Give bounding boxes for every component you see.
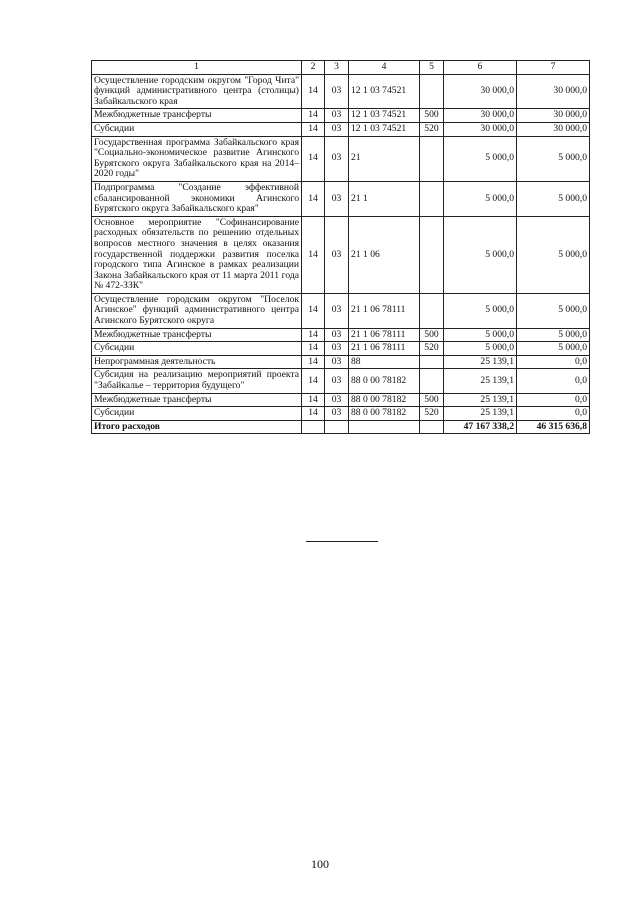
table-row (92, 342, 590, 356)
row-subsection: 03 (325, 393, 349, 407)
row-sum-col6: 5 000,0 (444, 328, 517, 342)
row-sum-col7: 5 000,0 (517, 136, 590, 181)
row-section: 14 (302, 136, 325, 181)
row-name: Межбюджетные трансферты (92, 328, 302, 342)
row-name: Субсидия на реализацию мероприятий проекта "Забайкалье – территория будущего" (92, 369, 302, 393)
row-name: Подпрограмма "Создание эффективной сбалансированной экономики Агинского Бурятского округа Забайкальского края" (92, 181, 302, 216)
total-empty-cell (420, 420, 444, 434)
row-sum-col6: 5 000,0 (444, 181, 517, 216)
table-row (92, 136, 590, 181)
header-col-7: 7 (517, 61, 590, 75)
row-subsection: 03 (325, 109, 349, 123)
row-sum-col7: 5 000,0 (517, 216, 590, 293)
table-row (92, 407, 590, 421)
row-subsection: 03 (325, 407, 349, 421)
row-sum-col7: 0,0 (517, 369, 590, 393)
total-empty-cell (302, 420, 325, 434)
row-section: 14 (302, 216, 325, 293)
row-sum-col7: 5 000,0 (517, 293, 590, 328)
budget-table (91, 60, 590, 434)
row-subsection: 03 (325, 136, 349, 181)
total-sum-col7: 46 315 636,8 (517, 420, 590, 434)
row-subsection: 03 (325, 181, 349, 216)
row-sum-col6: 5 000,0 (444, 293, 517, 328)
total-empty-cell (325, 420, 349, 434)
table-row (92, 109, 590, 123)
row-sum-col6: 25 139,1 (444, 369, 517, 393)
table-row (92, 393, 590, 407)
row-sum-col7: 0,0 (517, 407, 590, 421)
row-section: 14 (302, 74, 325, 109)
row-target-article: 12 1 03 74521 (349, 122, 420, 136)
row-sum-col6: 25 139,1 (444, 355, 517, 369)
header-row (92, 61, 590, 75)
header-col-3: 3 (325, 61, 349, 75)
table-row (92, 181, 590, 216)
row-section: 14 (302, 407, 325, 421)
table-row (92, 369, 590, 393)
row-sum-col6: 5 000,0 (444, 216, 517, 293)
row-name: Государственная программа Забайкальского края "Социально-экономическое развитие Агинского Бурятского округа Забайкальского края на 2014–2020 годы" (92, 136, 302, 181)
row-expense-type: 500 (420, 109, 444, 123)
page-number: 100 (311, 857, 329, 871)
row-sum-col7: 0,0 (517, 355, 590, 369)
row-target-article: 88 (349, 355, 420, 369)
row-sum-col6: 30 000,0 (444, 122, 517, 136)
row-target-article: 21 (349, 136, 420, 181)
table-row (92, 122, 590, 136)
header-col-6: 6 (444, 61, 517, 75)
total-empty-cell (349, 420, 420, 434)
row-name: Осуществление городским округом "Поселок Агинское" функций административного центра Агинского Бурятского округа (92, 293, 302, 328)
row-section: 14 (302, 355, 325, 369)
header-col-5: 5 (420, 61, 444, 75)
total-sum-col6: 47 167 338,2 (444, 420, 517, 434)
row-name: Субсидии (92, 342, 302, 356)
row-name: Субсидии (92, 407, 302, 421)
row-sum-col6: 30 000,0 (444, 109, 517, 123)
row-sum-col7: 30 000,0 (517, 122, 590, 136)
row-subsection: 03 (325, 355, 349, 369)
row-name: Основное мероприятие "Софинансирование расходных обязательств по решению отдельных вопросов местного значения в целях оказания государственной поддержки развития поселка городского типа Агинское в рамках реализации Закона Забайкальского края от 11 марта 2011 года № 472-ЗЗК" (92, 216, 302, 293)
header-col-4: 4 (349, 61, 420, 75)
row-sum-col6: 25 139,1 (444, 407, 517, 421)
row-section: 14 (302, 109, 325, 123)
table-row (92, 74, 590, 109)
total-label: Итого расходов (92, 420, 302, 434)
row-name: Осуществление городским округом "Город Чита" функций административного центра (столицы) Забайкальского края (92, 74, 302, 109)
row-subsection: 03 (325, 74, 349, 109)
row-name: Непрограммная деятельность (92, 355, 302, 369)
row-sum-col7: 5 000,0 (517, 328, 590, 342)
row-target-article: 88 0 00 78182 (349, 407, 420, 421)
row-target-article: 21 1 06 78111 (349, 328, 420, 342)
row-section: 14 (302, 342, 325, 356)
row-expense-type: 520 (420, 122, 444, 136)
row-target-article: 12 1 03 74521 (349, 109, 420, 123)
table-row (92, 328, 590, 342)
row-section: 14 (302, 122, 325, 136)
row-sum-col6: 25 139,1 (444, 393, 517, 407)
row-subsection: 03 (325, 369, 349, 393)
end-of-table-rule (306, 541, 378, 542)
row-expense-type (420, 369, 444, 393)
row-sum-col7: 30 000,0 (517, 74, 590, 109)
row-subsection: 03 (325, 216, 349, 293)
row-sum-col6: 30 000,0 (444, 74, 517, 109)
row-sum-col7: 30 000,0 (517, 109, 590, 123)
header-col-2: 2 (302, 61, 325, 75)
row-section: 14 (302, 181, 325, 216)
row-expense-type (420, 293, 444, 328)
row-expense-type (420, 355, 444, 369)
row-section: 14 (302, 328, 325, 342)
row-target-article: 21 1 06 (349, 216, 420, 293)
row-subsection: 03 (325, 293, 349, 328)
row-expense-type (420, 216, 444, 293)
row-expense-type: 520 (420, 407, 444, 421)
row-subsection: 03 (325, 342, 349, 356)
row-target-article: 21 1 (349, 181, 420, 216)
row-expense-type (420, 181, 444, 216)
table-row (92, 293, 590, 328)
row-expense-type: 520 (420, 342, 444, 356)
row-sum-col6: 5 000,0 (444, 136, 517, 181)
row-subsection: 03 (325, 328, 349, 342)
row-section: 14 (302, 393, 325, 407)
row-target-article: 88 0 00 78182 (349, 369, 420, 393)
total-row (92, 420, 590, 434)
table-row (92, 355, 590, 369)
row-sum-col7: 5 000,0 (517, 342, 590, 356)
row-expense-type (420, 136, 444, 181)
header-col-1: 1 (92, 61, 302, 75)
row-subsection: 03 (325, 122, 349, 136)
row-expense-type: 500 (420, 393, 444, 407)
table-row (92, 216, 590, 293)
row-sum-col6: 5 000,0 (444, 342, 517, 356)
row-section: 14 (302, 293, 325, 328)
row-sum-col7: 0,0 (517, 393, 590, 407)
row-section: 14 (302, 369, 325, 393)
row-target-article: 21 1 06 78111 (349, 293, 420, 328)
row-target-article: 88 0 00 78182 (349, 393, 420, 407)
row-name: Межбюджетные трансферты (92, 393, 302, 407)
row-expense-type (420, 74, 444, 109)
row-expense-type: 500 (420, 328, 444, 342)
row-name: Межбюджетные трансферты (92, 109, 302, 123)
row-target-article: 12 1 03 74521 (349, 74, 420, 109)
row-name: Субсидии (92, 122, 302, 136)
row-sum-col7: 5 000,0 (517, 181, 590, 216)
row-target-article: 21 1 06 78111 (349, 342, 420, 356)
